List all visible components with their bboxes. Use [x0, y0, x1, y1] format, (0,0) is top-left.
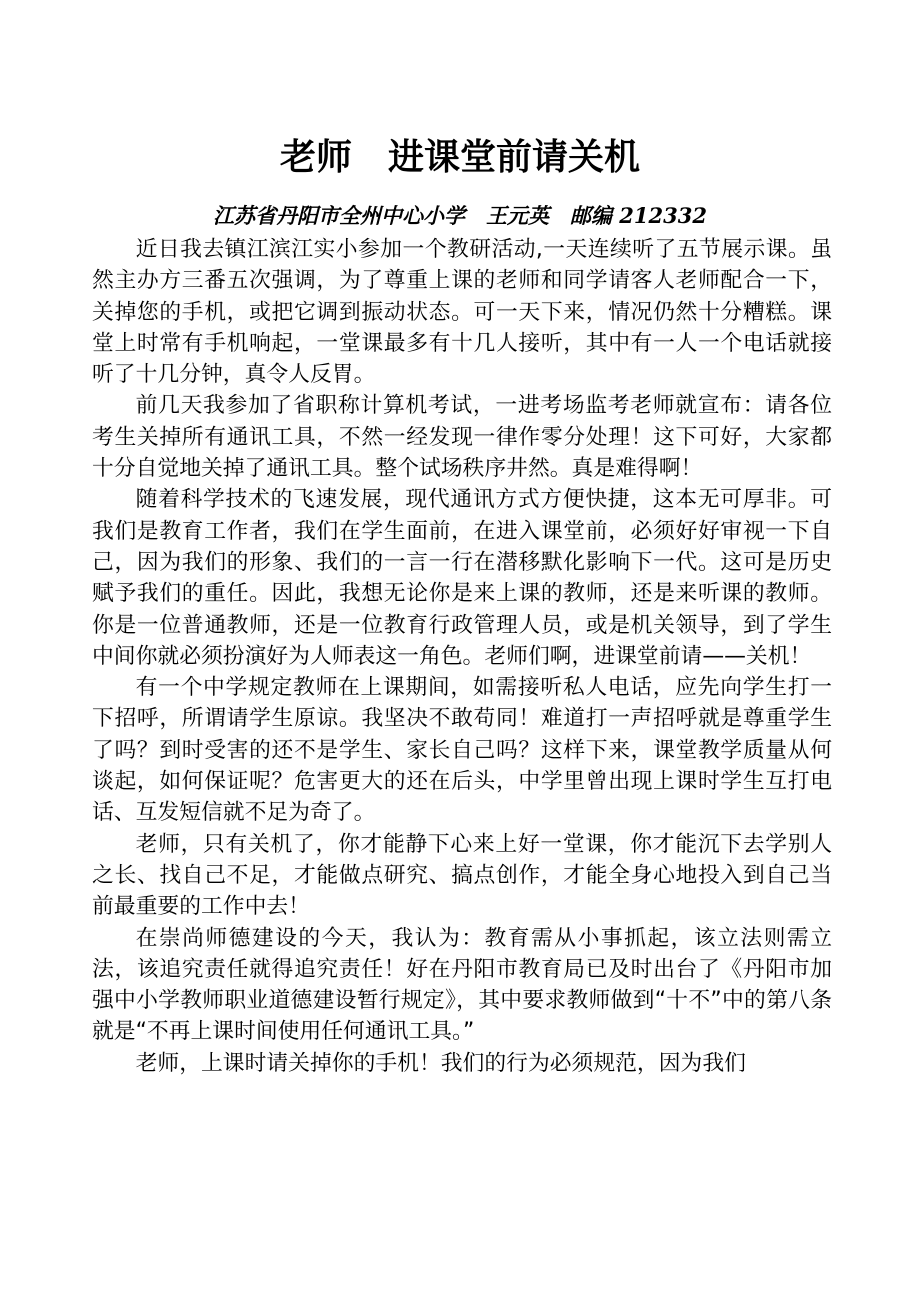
article-title: 老师 进课堂前请关机 [279, 136, 640, 178]
paragraph-3: 随着科学技术的飞速发展，现代通讯方式方便快捷，这本无可厚非。可我们是教育工作者，我们在学生面前，在进入课堂前，必须好好审视一下自己，因为我们的形象、我们的一言一行在潜移默化影响下一代。这可是历史赋予我们的重任。因此，我想无论你是来上课的教师，还是来听课的教师。你是一位普通教师，还是一位教育行政管理人员，或是机关领导，到了学生中间你就必须扮演好为人师表这一角色。老师们啊，进课堂前请——关机！ [92, 487, 832, 669]
paragraph-7: 老师，上课时请关掉你的手机！我们的行为必须规范，因为我们 [135, 1050, 746, 1076]
paragraph-1: 近日我去镇江滨江实小参加一个教研活动,一天连续听了五节展示课。虽然主办方三番五次强调，为了尊重上课的老师和同学请客人老师配合一下，关掉您的手机，或把它调到振动状态。可一天下来，情况仍然十分糟糕。课堂上时常有手机响起，一堂课最多有十几人接听，其中有一人一个电话就接听了十几分钟，真令人反胃。 [92, 237, 832, 388]
author-byline: 江苏省丹阳市全州中心小学 王元英 邮编 212332 [213, 203, 707, 228]
paragraph-2: 前几天我参加了省职称计算机考试，一进考场监考老师就宣布：请各位考生关掉所有通讯工具，不然一经发现一律作零分处理！这下可好，大家都十分自觉地关掉了通讯工具。整个试场秩序井然。真是难得啊！ [92, 393, 832, 482]
paragraph-5: 老师，只有关机了，你才能静下心来上好一堂课，你才能沉下去学别人之长、找自己不足，才能做点研究、搞点创作，才能全身心地投入到自己当前最重要的工作中去！ [92, 831, 832, 920]
article-body [92, 234, 832, 1079]
paragraph-4: 有一个中学规定教师在上课期间，如需接听私人电话，应先向学生打一下招呼，所谓请学生原谅。我坚决不敢苟同！难道打一声招呼就是尊重学生了吗？到时受害的还不是学生、家长自己吗？这样下来，课堂教学质量从何谈起，如何保证呢？危害更大的还在后头，中学里曾出现上课时学生互打电话、互发短信就不足为奇了。 [92, 675, 832, 826]
paragraph-6: 在崇尚师德建设的今天，我认为：教育需从小事抓起，该立法则需立法，该追究责任就得追究责任！好在丹阳市教育局已及时出台了《丹阳市加强中小学教师职业道德建设暂行规定》，其中要求教师做到“十不”中的第八条就是“不再上课时间使用任何通讯工具。” [92, 925, 832, 1045]
